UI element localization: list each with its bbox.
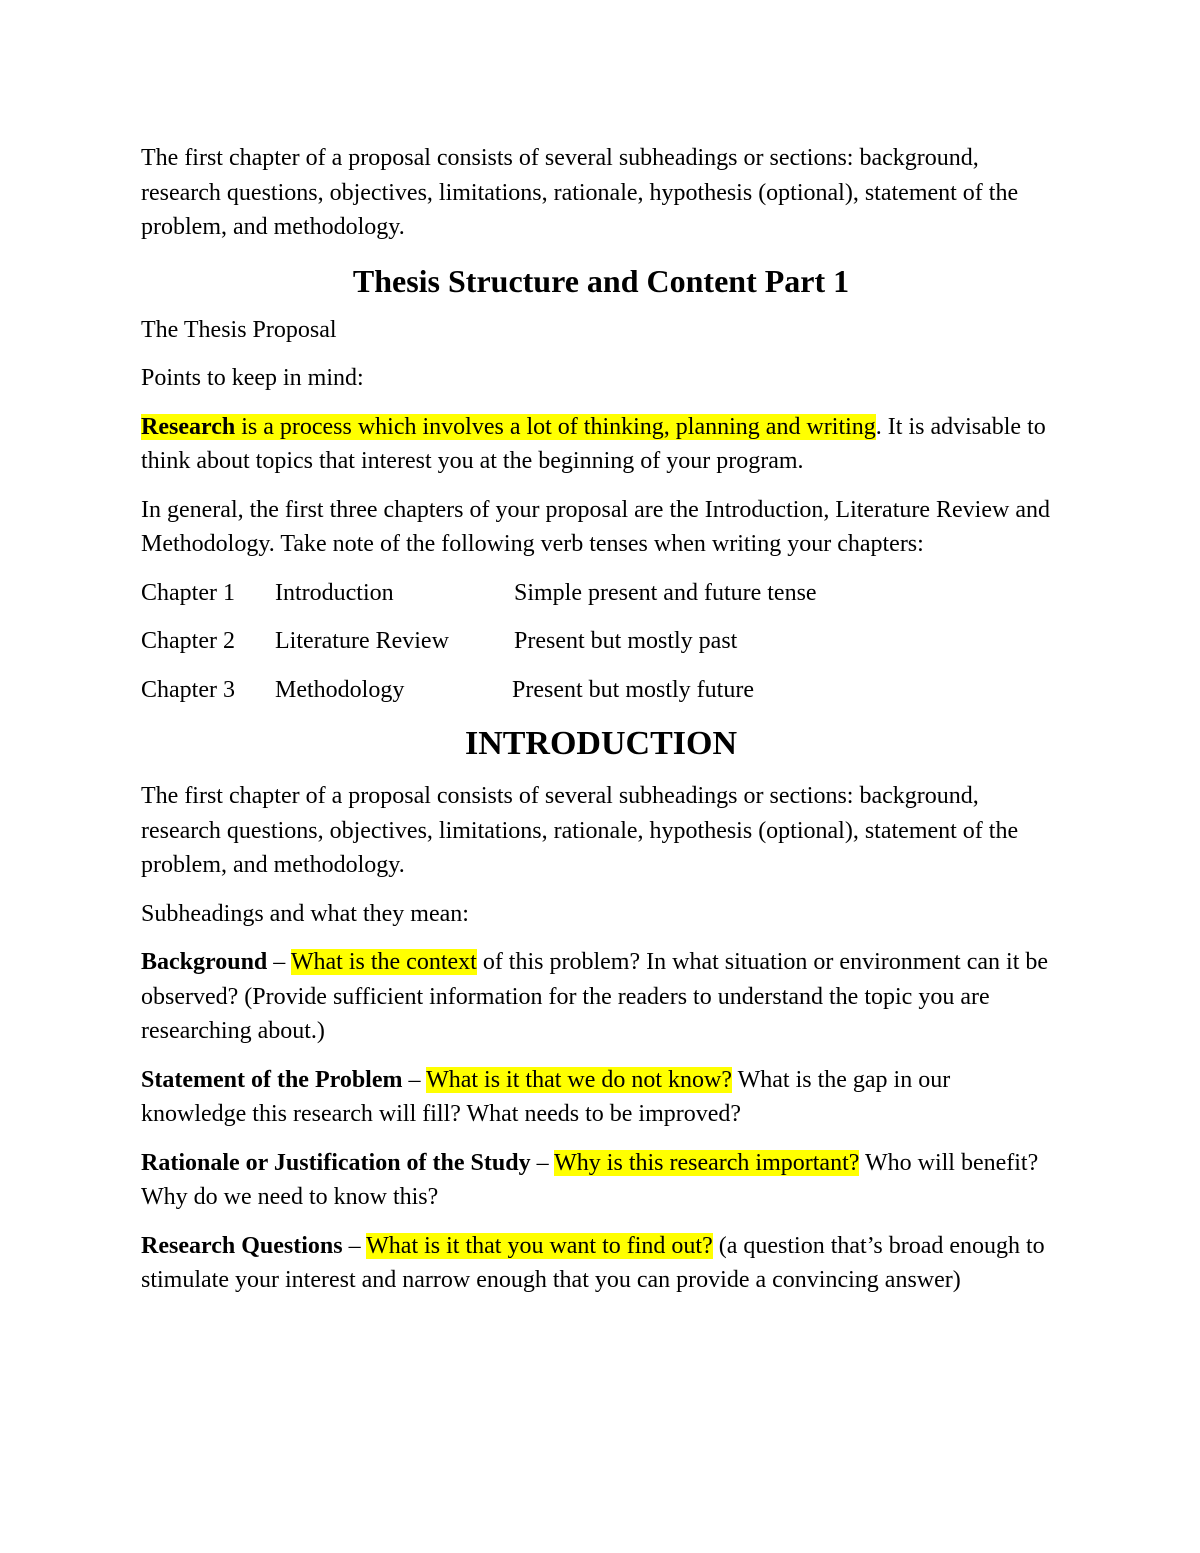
chapter-row	[141, 624, 1061, 659]
chapter-name: Methodology	[275, 676, 405, 703]
research-term: Research	[141, 413, 236, 440]
chapter-name: Literature Review	[275, 628, 449, 654]
definition-text: What is the gap in our knowledge this research will fill? What needs to be improved?	[141, 1066, 951, 1127]
definition-highlight: Why is this research important?	[554, 1149, 860, 1176]
definition-term: Research Questions	[141, 1232, 343, 1259]
chapter-row	[141, 673, 1061, 708]
definition-background	[141, 945, 1061, 1049]
definition-term: Rationale or Justification of the Study	[141, 1149, 531, 1176]
subtitle: The Thesis Proposal	[141, 316, 337, 343]
definition-text: (a question that’s broad enough to stimulate your interest and narrow enough that you can provide a convincing answer)	[141, 1232, 1045, 1293]
definition-separator: –	[530, 1149, 555, 1176]
definition-separator: –	[402, 1066, 427, 1093]
definition-text: Who will benefit? Why do we need to know this?	[141, 1149, 1039, 1210]
introduction-paragraph: The first chapter of a proposal consists of several subheadings or sections: background, research questions, objectives, limitations, rationale, hypothesis (optional), statement of the problem, and methodology.	[141, 783, 1019, 878]
intro-top-paragraph: The first chapter of a proposal consists of several subheadings or sections: background, research questions, objectives, limitations, rationale, hypothesis (optional), statement of the problem, and methodology.	[141, 145, 1019, 240]
chapter-table	[141, 576, 1061, 708]
chapter-tense: Simple present and future tense	[514, 579, 817, 606]
definition-highlight: What is it that we do not know?	[426, 1066, 733, 1093]
definition-statement-of-problem	[141, 1063, 1061, 1132]
research-tail-text: . It is advisable to think about topics that interest you at the beginning of your program.	[141, 413, 1046, 474]
subheadings-label: Subheadings and what they mean:	[141, 900, 469, 927]
definition-term: Statement of the Problem	[141, 1066, 403, 1093]
definition-separator: –	[267, 949, 291, 975]
chapter-name: Introduction	[275, 579, 394, 606]
research-highlight-text: is a process which involves a lot of thinking, planning and writing	[235, 413, 876, 440]
definition-highlight: What is it that you want to find out?	[366, 1232, 713, 1259]
chapter-row	[141, 576, 1061, 611]
definition-text: of this problem? In what situation or environment can it be observed? (Provide sufficient information for the readers to understand the topic you are researching about.)	[141, 949, 1049, 1044]
chapter-tense: Present but mostly past	[514, 628, 738, 654]
definition-rationale	[141, 1146, 1061, 1215]
document-page	[141, 141, 1061, 1312]
research-paragraph	[141, 410, 1061, 479]
definition-research-questions	[141, 1229, 1061, 1298]
document-title: Thesis Structure and Content Part 1	[352, 262, 850, 299]
introduction-heading: INTRODUCTION	[464, 725, 738, 762]
chapter-tense: Present but mostly future	[512, 676, 754, 703]
chapter-number: Chapter 3	[141, 676, 235, 703]
definition-term: Background	[141, 949, 268, 975]
general-paragraph: In general, the first three chapters of your proposal are the Introduction, Literature Review and Methodology. Take note of the following verb tenses when writing your chapters:	[141, 496, 1050, 557]
chapter-number: Chapter 2	[141, 628, 235, 654]
points-label: Points to keep in mind:	[141, 365, 364, 391]
chapter-number: Chapter 1	[141, 579, 235, 606]
definition-highlight: What is the context	[290, 949, 477, 975]
research-highlight	[141, 414, 876, 440]
definition-separator: –	[342, 1232, 367, 1259]
